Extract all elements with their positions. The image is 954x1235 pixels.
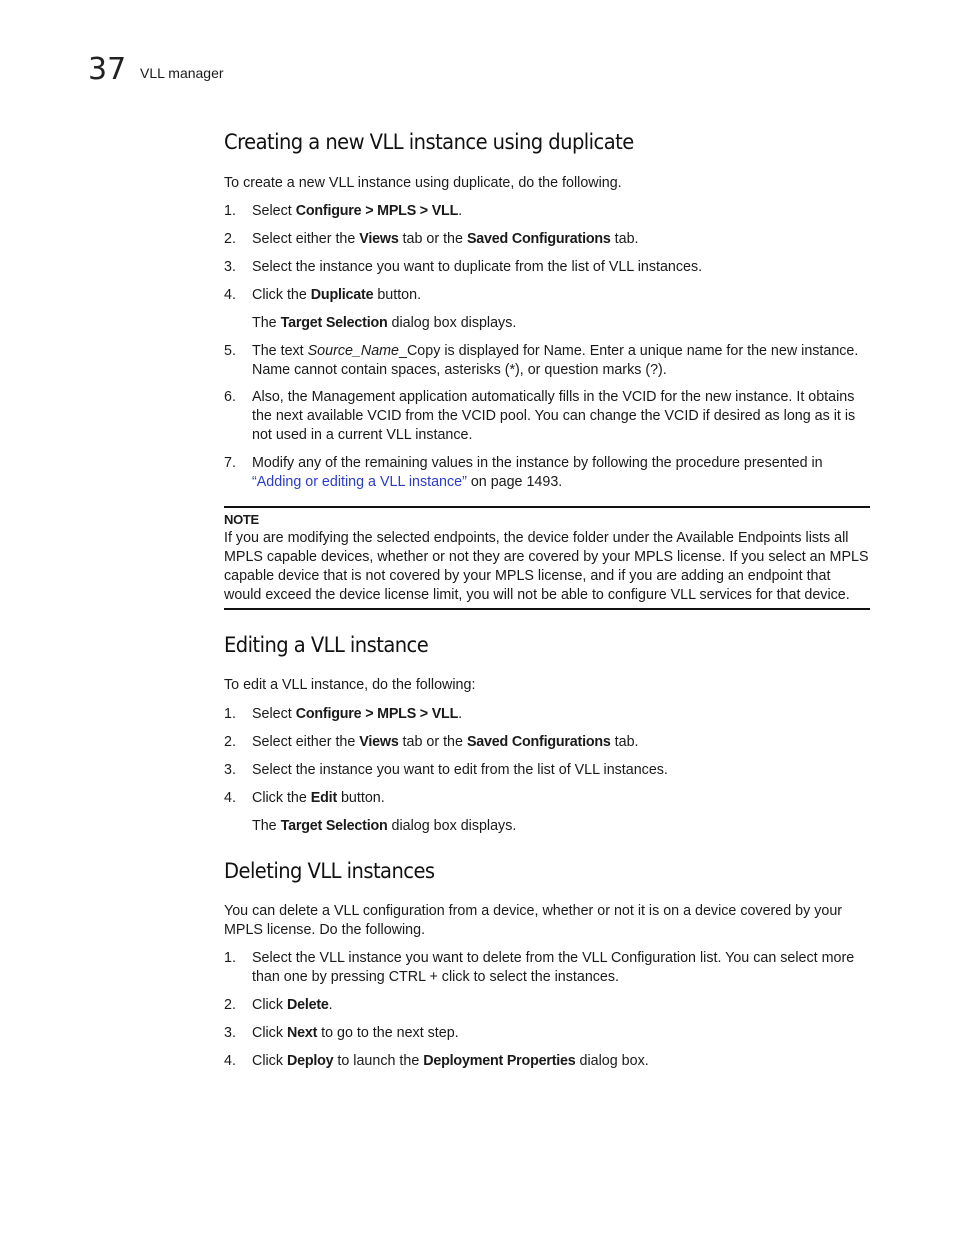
section-heading-duplicate: Creating a new VLL instance using duplicate — [224, 130, 634, 154]
section-intro: To edit a VLL instance, do the following: — [224, 677, 476, 693]
chapter-title: VLL manager — [140, 65, 224, 81]
section-intro: You can delete a VLL configuration from a device, whether or not it is on a device covered by your MPLS license. Do the following. — [224, 903, 843, 938]
note-body: If you are modifying the selected endpoints, the device folder under the Available Endpoints lists all MPLS capable devices, whether or not they are covered by your MPLS license. If you select an MPLS capable device that is not covered by your MPLS license, and if you are adding an endpoint that would exceed the device license limit, you will not be able to configure VLL services for that device. — [224, 530, 869, 603]
cross-reference-link[interactable]: “Adding or editing a VLL instance” — [252, 474, 467, 490]
note-heading: NOTE — [224, 512, 259, 527]
chapter-number: 37 — [88, 52, 127, 87]
list-item-note: The Target Selection dialog box displays. — [252, 818, 517, 834]
section-heading-edit: Editing a VLL instance — [224, 633, 429, 657]
note-box — [224, 506, 870, 610]
section-heading-delete: Deleting VLL instances — [224, 859, 435, 883]
section-intro: To create a new VLL instance using duplicate, do the following. — [224, 175, 622, 191]
list-item-note: The Target Selection dialog box displays. — [252, 315, 517, 331]
menu-path: Configure > MPLS > VLL — [295, 203, 459, 219]
